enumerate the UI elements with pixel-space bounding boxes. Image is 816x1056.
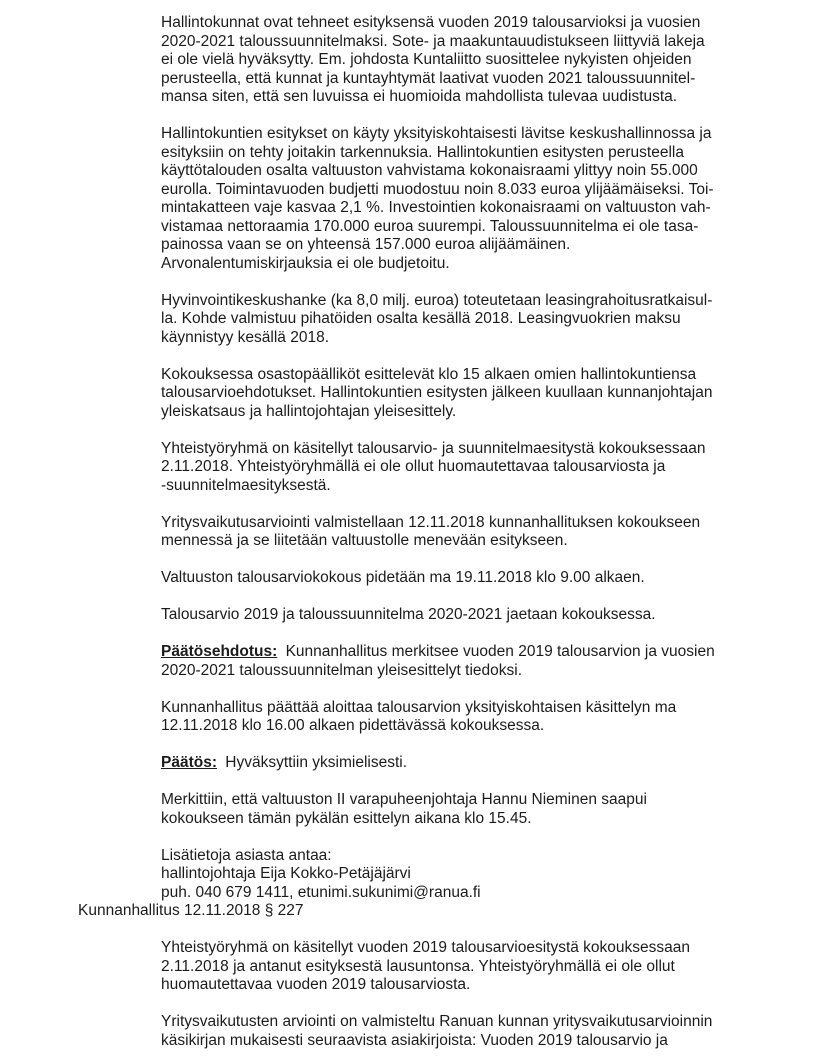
- paragraph: [161, 847, 781, 903]
- paragraph: [161, 569, 781, 588]
- text-line: Yritysvaikutusarviointi valmistellaan 12.11.2018 kunnanhallituksen kokoukseen: [161, 513, 701, 531]
- text-line: Valtuuston talousarviokokous pidetään ma 19.11.2018 klo 9.00 alkaen.: [161, 569, 645, 586]
- text-line: kokoukseen tämän pykälän esittelyn aikana klo 15.45.: [161, 809, 532, 827]
- text-line: Lisätietoja asiasta antaa:: [161, 846, 332, 864]
- text-line: eurolla. Toimintavuoden budjetti muodostuu noin 8.033 euroa ylijäämäiseksi. Toi-: [161, 180, 714, 198]
- paragraph: [161, 643, 781, 680]
- text-line: käynnistyy kesällä 2018.: [161, 328, 330, 346]
- text-line: käyttötalouden osalta valtuuston vahvistama kokonaisraami ylittyy noin 55.000: [161, 162, 698, 179]
- paragraph: [161, 791, 781, 828]
- text-line: Hyvinvointikeskushanke (ka 8,0 milj. euroa) toteutetaan leasingrahoitusratkaisul-: [161, 291, 713, 309]
- text-line: 2020-2021 taloussuunnitelman yleisesittelyt tiedoksi.: [161, 661, 523, 679]
- text-line: huomautettavaa vuoden 2019 talousarviosta.: [161, 976, 471, 993]
- text-line: Hallintokuntien esitykset on käyty yksityiskohtaisesti lävitse keskushallinnossa ja: [161, 125, 712, 142]
- text-line: 2.11.2018 ja antanut esityksestä lausuntonsa. Yhteistyöryhmällä ei ole ollut: [161, 957, 675, 975]
- text-line: Merkittiin, että valtuuston II varapuheenjohtaja Hannu Nieminen saapui: [161, 791, 647, 808]
- text-line: Arvonalentumiskirjauksia ei ole budjetoitu.: [161, 254, 450, 272]
- text-line: 2.11.2018. Yhteistyöryhmällä ei ole ollut huomautettavaa talousarviosta ja: [161, 458, 666, 475]
- text-line: hallintojohtaja Eija Kokko-Petäjäjärvi: [161, 865, 411, 882]
- text-line: Kokouksessa osastopäälliköt esittelevät klo 15 alkaen omien hallintokuntiensa: [161, 365, 697, 383]
- decision-label: Päätösehdotus:: [161, 643, 278, 660]
- text-line: Hallintokunnat ovat tehneet esityksensä vuoden 2019 talousarvioksi ja vuosien: [161, 14, 701, 31]
- text-line: Päätös: Hyväksyttiin yksimielisesti.: [161, 754, 408, 771]
- paragraph: [161, 939, 781, 995]
- text-line: puh. 040 679 1411, etunimi.sukunimi@ranua.fi: [161, 883, 481, 901]
- paragraph: [161, 440, 781, 496]
- decision-label: Päätös:: [161, 754, 217, 771]
- paragraph: [161, 699, 781, 736]
- text-line: mennessä ja se liitetään valtuustolle menevään esitykseen.: [161, 532, 568, 549]
- paragraph: [161, 1013, 781, 1050]
- text-line: Kunnanhallitus 12.11.2018 § 227: [78, 902, 304, 919]
- text-line: Kunnanhallitus päättää aloittaa talousarvion yksityiskohtaisen käsittelyn ma: [161, 698, 677, 716]
- text-line: Päätösehdotus: Kunnanhallitus merkitsee vuoden 2019 talousarvion ja vuosien: [161, 643, 715, 660]
- text-line: talousarvioehdotukset. Hallintokuntien esitysten jälkeen kuullaan kunnanjohtajan: [161, 384, 713, 401]
- paragraph: [161, 606, 781, 625]
- text-line: esityksiin on tehty joitakin tarkennuksia. Hallintokuntien esitysten perusteella: [161, 143, 684, 161]
- text-line: Yhteistyöryhmä on käsitellyt vuoden 2019 talousarvioesitystä kokouksessaan: [161, 939, 691, 956]
- text-line: Yhteistyöryhmä on käsitellyt talousarvio- ja suunnitelmaesitystä kokouksessaan: [161, 439, 706, 457]
- paragraph: [161, 292, 781, 348]
- text-line: yleiskatsaus ja hallintojohtajan yleisesittely.: [161, 402, 457, 420]
- text-line: vistamaa nettoraamia 170.000 euroa suurempi. Taloussuunnitelma ei ole tasa-: [161, 217, 699, 235]
- text-line: Yritysvaikutusten arviointi on valmisteltu Ranuan kunnan yritysvaikutusarvioinnin: [161, 1013, 713, 1030]
- text-line: 2020-2021 taloussuunnitelmaksi. Sote- ja maakuntauudistukseen liittyviä lakeja: [161, 32, 705, 50]
- paragraph: [161, 125, 781, 273]
- text-line: ei ole vielä hyväksytty. Em. johdosta Kuntaliitto suosittelee nykyisten ohjeiden: [161, 51, 692, 68]
- text-line: painossa vaan se on yhteensä 157.000 euroa alijäämäinen.: [161, 236, 571, 253]
- text-line: Talousarvio 2019 ja taloussuunnitelma 2020-2021 jaetaan kokouksessa.: [161, 606, 656, 623]
- margin-note: [78, 902, 781, 921]
- text-line: mansa siten, että sen luvuissa ei huomioida mahdollista tulevaa uudistusta.: [161, 88, 678, 105]
- paragraph: [161, 366, 781, 422]
- text-line: mintakatteen vaje kasvaa 2,1 %. Investointien kokonaisraami on valtuuston vah-: [161, 199, 711, 216]
- paragraph: [161, 754, 781, 773]
- text-line: perusteella, että kunnat ja kuntayhtymät laativat vuoden 2021 taloussuunnitel-: [161, 69, 696, 87]
- paragraph: [161, 514, 781, 551]
- text-line: 12.11.2018 klo 16.00 alkaen pidettävässä kokouksessa.: [161, 717, 545, 734]
- document-body: [78, 14, 781, 1056]
- text-line: käsikirjan mukaisesti seuraavista asiakirjoista: Vuoden 2019 talousarvio ja: [161, 1031, 668, 1049]
- text-line: la. Kohde valmistuu pihatöiden osalta kesällä 2018. Leasingvuokrien maksu: [161, 310, 681, 327]
- paragraph: [161, 14, 781, 107]
- text-line: -suunnitelmaesityksestä.: [161, 476, 331, 494]
